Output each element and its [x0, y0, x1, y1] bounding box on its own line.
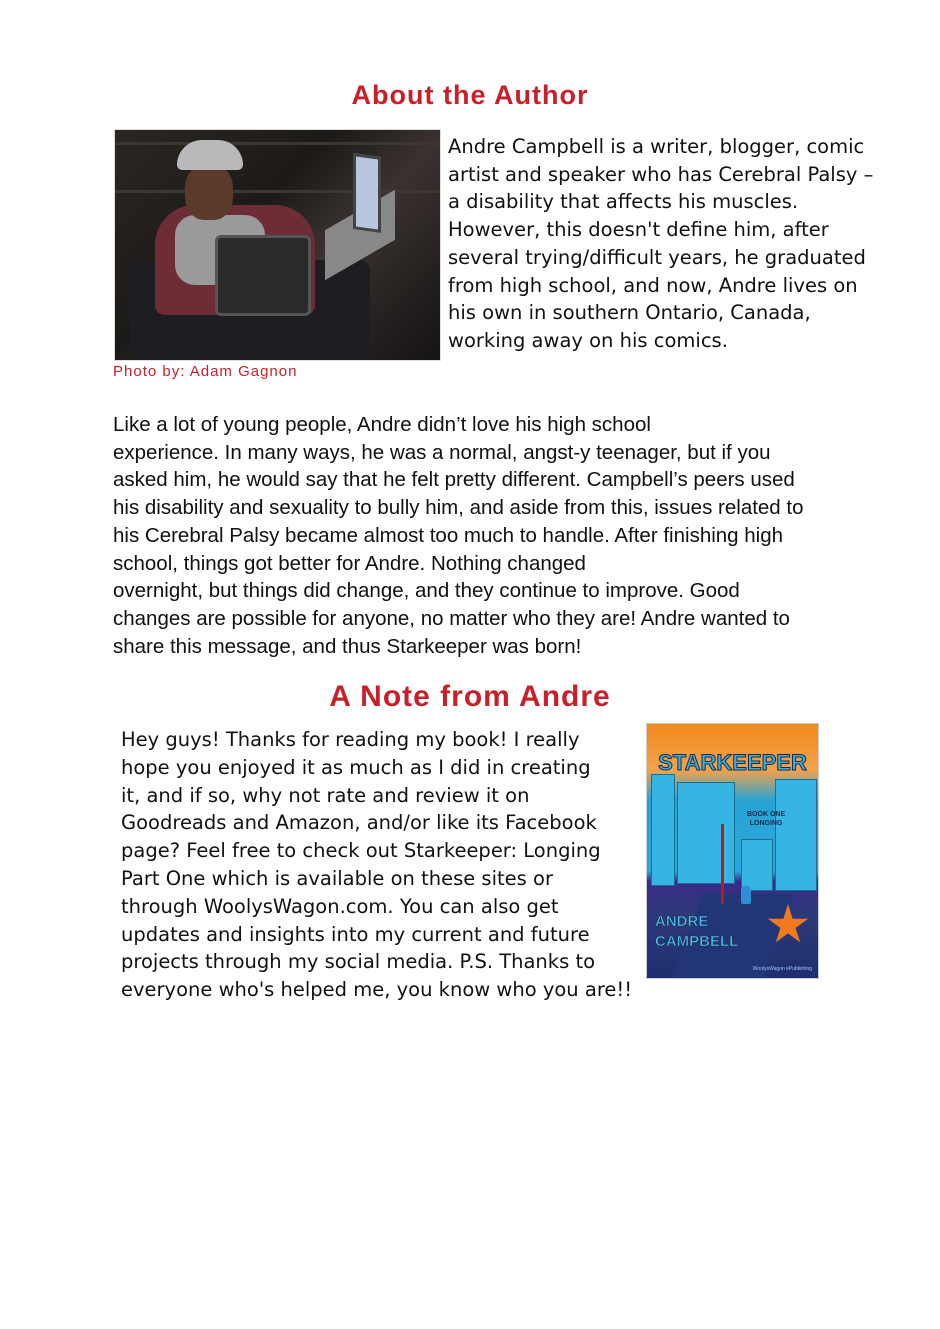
cover-building: [651, 774, 675, 886]
cover-author-line: ANDRE: [655, 913, 709, 930]
cover-subtitle: [747, 810, 785, 828]
about-author-heading: About the Author: [351, 80, 589, 110]
text-line: Like a lot of young people, Andre didn’t love his high school: [113, 413, 651, 436]
text-line: several trying/difficult years, he graduated: [448, 245, 866, 269]
text-line: everyone who's helped me, you know who you are!!: [121, 978, 633, 1002]
cover-building: [741, 839, 773, 891]
text-line: Andre Campbell is a writer, blogger, comic: [448, 135, 865, 158]
cover-title: STARKEEPER: [658, 750, 807, 775]
author-body-paragraph: [113, 411, 893, 660]
text-line: updates and insights into my current and future: [121, 922, 590, 946]
text-line: his Cerebral Palsy became almost too much to handle. After finishing high: [113, 523, 784, 547]
author-intro-paragraph: [448, 133, 888, 355]
text-line: it, and if so, why not rate and review it on: [121, 783, 530, 807]
text-line: his disability and sexuality to bully him, and aside from this, issues related to: [113, 496, 804, 520]
author-photo: [114, 129, 441, 361]
text-line: school, things got better for Andre. Nothing changed: [113, 551, 586, 575]
text-line: asked him, he would say that he felt pretty different. Campbell’s peers used: [113, 468, 795, 492]
text-line: experience. In many ways, he was a normal, angst-y teenager, but if you: [113, 440, 771, 464]
photo-shelf: [115, 142, 440, 145]
text-line: share this message, and thus Starkeeper was born!: [113, 634, 582, 658]
cover-streetlamp: [721, 824, 724, 904]
cover-author: [655, 912, 738, 952]
cover-building: [775, 779, 817, 891]
cover-subtitle-line: BOOK ONE: [747, 811, 786, 818]
cover-subtitle-line: LONGING: [749, 820, 783, 827]
photo-caption: Photo by: Adam Gagnon: [113, 363, 298, 380]
text-line: artist and speaker who has Cerebral Palsy –: [448, 162, 874, 186]
cover-author-line: CAMPBELL: [655, 933, 739, 950]
text-line: However, this doesn't define him, after: [448, 218, 829, 242]
text-line: from high school, and now, Andre lives on: [448, 273, 858, 297]
text-line: page? Feel free to check out Starkeeper: Longing: [121, 839, 601, 863]
cover-building: [677, 782, 735, 884]
text-line: through WoolysWagon.com. You can also get: [121, 894, 559, 918]
text-line: Part One which is available on these sites or: [121, 866, 553, 890]
cover-publisher: WoolysWagon ePublishing: [752, 966, 812, 972]
text-line: working away on his comics.: [448, 328, 728, 352]
text-line: changes are possible for anyone, no matter who they are! Andre wanted to: [113, 606, 790, 630]
photo-cap: [177, 140, 243, 170]
text-line: overnight, but things did change, and they continue to improve. Good: [113, 579, 740, 603]
note-heading: A Note from Andre: [329, 680, 611, 713]
photo-laptop-screen: [353, 153, 381, 233]
text-line: Goodreads and Amazon, and/or like its Facebook: [121, 811, 597, 835]
text-line: hope you enjoyed it as much as I did in creating: [121, 755, 591, 779]
book-cover: [646, 723, 819, 979]
photo-device-screen: [215, 235, 311, 316]
text-line: a disability that affects his muscles.: [448, 190, 799, 214]
note-paragraph: [121, 726, 651, 1004]
text-line: Hey guys! Thanks for reading my book! I really: [121, 728, 580, 751]
text-line: his own in southern Ontario, Canada,: [448, 301, 811, 325]
photo-face: [185, 165, 233, 220]
cover-figure: [741, 886, 751, 904]
text-line: projects through my social media. P.S. Thanks to: [121, 950, 596, 974]
